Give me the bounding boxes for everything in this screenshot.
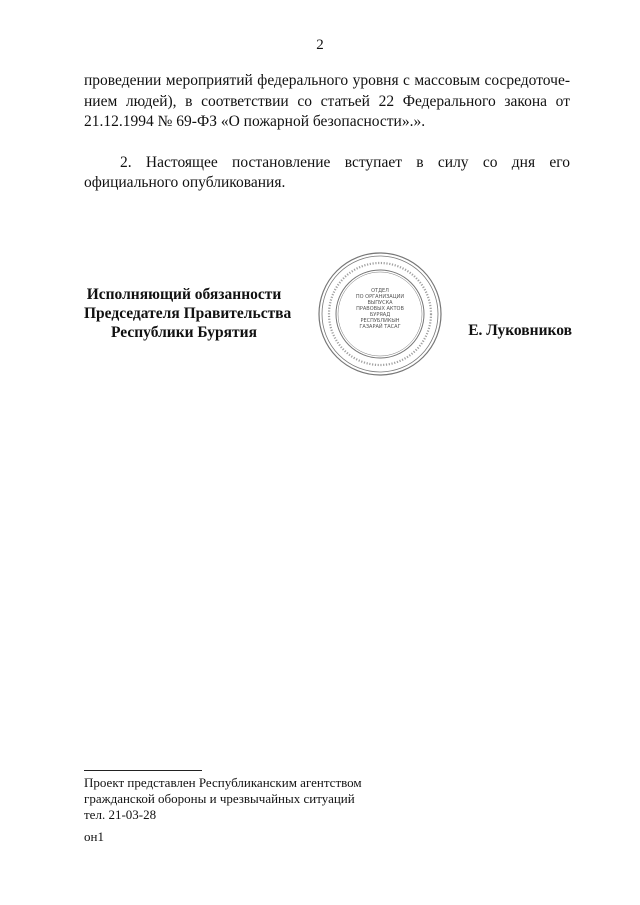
footnote-divider xyxy=(84,770,202,771)
footnote xyxy=(84,770,414,823)
signer-title xyxy=(84,285,292,342)
body-paragraph-2: 2. Настоящее постановление вступает в силу со дня его официального опубликования. xyxy=(84,153,570,191)
document-body xyxy=(84,71,570,194)
seal-line-5: БУРЯАД xyxy=(369,312,391,318)
official-seal-stamp xyxy=(316,250,444,378)
footnote-line-3: тел. 21-03-28 xyxy=(84,807,157,822)
seal-line-3: ВЫПУСКА xyxy=(367,300,393,306)
signer-name: Е. Луковников xyxy=(468,322,572,339)
seal-line-4: ПРАВОВЫХ АКТОВ xyxy=(356,306,404,312)
footnote-line-1: Проект представлен Республиканским агентством xyxy=(84,775,362,790)
seal-line-6: РЕСПУБЛИКЫН xyxy=(360,318,400,324)
signer-title-line-2: Председателя Правительства xyxy=(84,305,292,322)
footnote-line-2: гражданской обороны и чрезвычайных ситуаций xyxy=(84,791,355,806)
seal-line-1: ОТДЕЛ xyxy=(371,288,389,294)
signer-title-line-3: Республики Бурятия xyxy=(111,324,257,341)
document-code: он1 xyxy=(84,829,104,844)
seal-line-7: ГАЗАРАЙ ТАСАГ xyxy=(359,324,401,330)
page-number: 2 xyxy=(316,37,324,53)
signer-title-line-1: Исполняющий обязанности xyxy=(86,286,282,303)
body-paragraph-1: проведении мероприятий федерального уровня с массовым сосредоточением людей), в соответствии со статьей 22 Федерального закона от 21.12.1994 № 69-ФЗ «О пожарной безопасности».». xyxy=(84,72,570,130)
seal-line-2: ПО ОРГАНИЗАЦИИ xyxy=(355,294,405,300)
